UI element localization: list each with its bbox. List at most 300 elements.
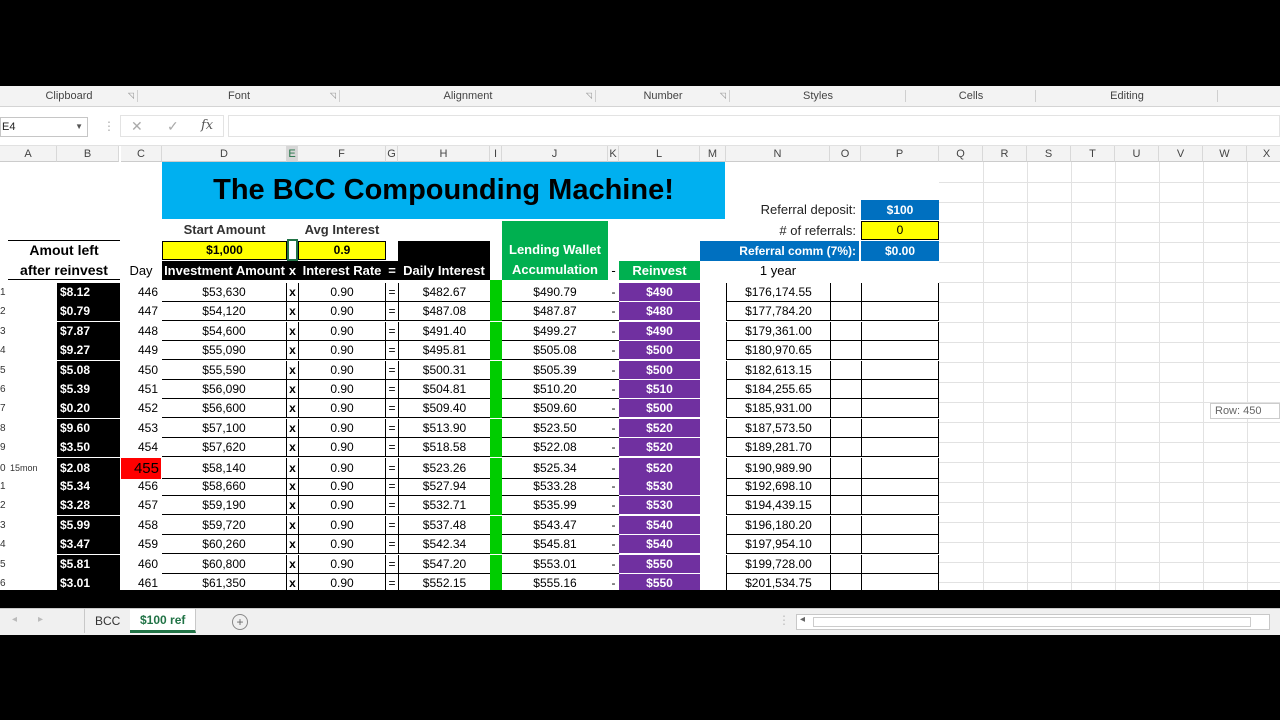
investment-cell[interactable]: $60,260 (162, 535, 287, 554)
column-header-c[interactable]: C (121, 146, 162, 162)
interest-rate-cell[interactable]: 0.90 (298, 283, 386, 302)
equals-cell[interactable]: = (386, 399, 398, 418)
tab-bcc[interactable]: BCC (84, 609, 131, 633)
one-year-cell[interactable]: $184,255.65 (726, 380, 830, 399)
interest-rate-header[interactable]: Interest Rate (298, 261, 386, 280)
daily-interest-cell[interactable]: $500.31 (398, 361, 490, 380)
empty-cell-p[interactable] (861, 361, 939, 380)
one-year-cell[interactable]: $189,281.70 (726, 438, 830, 457)
multiply-cell[interactable]: x (287, 419, 298, 438)
formula-input[interactable] (228, 115, 1280, 137)
column-header-b[interactable]: B (57, 146, 119, 162)
row-number[interactable]: 5 (0, 365, 6, 376)
column-header-f[interactable]: F (298, 146, 386, 162)
empty-cell-p[interactable] (861, 574, 939, 590)
daily-interest-cell[interactable]: $523.26 (398, 458, 490, 479)
one-year-cell[interactable]: $196,180.20 (726, 516, 830, 535)
empty-cell-p[interactable] (861, 516, 939, 535)
daily-interest-cell[interactable]: $552.15 (398, 574, 490, 590)
multiply-cell[interactable]: x (287, 399, 298, 418)
day-cell[interactable]: 449 (137, 343, 158, 357)
daily-interest-cell[interactable]: $527.94 (398, 477, 490, 496)
equals-cell[interactable]: = (386, 302, 398, 321)
day-cell[interactable]: 451 (137, 382, 158, 396)
accumulation-cell[interactable]: $543.47 (502, 516, 608, 535)
add-sheet-icon[interactable]: + (232, 614, 248, 630)
minus-cell[interactable]: - (608, 322, 619, 341)
investment-cell[interactable]: $55,090 (162, 341, 287, 360)
amout-left-cell[interactable]: $3.47 (57, 535, 120, 554)
empty-cell-p[interactable] (861, 555, 939, 574)
minus-cell[interactable]: - (608, 399, 619, 418)
empty-cell-o[interactable] (830, 516, 861, 535)
day-cell[interactable]: 461 (137, 576, 158, 590)
start-amount-value[interactable]: $1,000 (162, 241, 287, 260)
reinvest-cell[interactable]: $530 (619, 477, 700, 496)
ribbon-group-alignment[interactable] (340, 86, 596, 106)
one-year-header[interactable]: 1 year (759, 263, 797, 278)
amout-left-cell[interactable]: $9.27 (57, 341, 120, 360)
enter-icon[interactable]: ✓ (167, 118, 179, 134)
green-divider-cell[interactable] (490, 302, 502, 321)
daily-interest-cell[interactable]: $547.20 (398, 555, 490, 574)
one-year-cell[interactable]: $182,613.15 (726, 361, 830, 380)
amout-left-cell[interactable]: $2.08 (57, 458, 120, 479)
row-number[interactable]: 0 (0, 463, 6, 474)
referral-comm-value[interactable]: $0.00 (861, 241, 939, 261)
daily-interest-header[interactable]: Daily Interest (398, 261, 490, 280)
day-cell[interactable]: 450 (137, 363, 158, 377)
reinvest-cell[interactable]: $550 (619, 555, 700, 574)
one-year-cell[interactable]: $190,989.90 (726, 458, 830, 479)
multiply-cell[interactable]: x (287, 380, 298, 399)
daily-interest-cell[interactable]: $482.67 (398, 283, 490, 302)
interest-rate-cell[interactable]: 0.90 (298, 399, 386, 418)
accumulation-cell[interactable]: $510.20 (502, 380, 608, 399)
row-number[interactable]: 2 (0, 500, 6, 511)
amout-left-cell[interactable]: $0.20 (57, 399, 120, 418)
multiply-cell[interactable]: x (287, 322, 298, 341)
minus-cell[interactable]: - (608, 496, 619, 515)
amout-left-cell[interactable]: $5.39 (57, 380, 120, 399)
empty-cell-o[interactable] (830, 399, 861, 418)
minus-cell[interactable]: - (608, 458, 619, 479)
investment-cell[interactable]: $61,350 (162, 574, 287, 590)
green-divider-cell[interactable] (490, 283, 502, 302)
amout-left-cell[interactable]: $5.08 (57, 361, 120, 380)
day-cell[interactable]: 459 (137, 537, 158, 551)
multiply-header[interactable]: x (288, 263, 297, 278)
column-header-u[interactable]: U (1115, 146, 1159, 162)
investment-cell[interactable]: $59,720 (162, 516, 287, 535)
referral-deposit-label[interactable]: Referral deposit: (760, 202, 856, 217)
reinvest-cell[interactable]: $520 (619, 419, 700, 438)
green-divider-cell[interactable] (490, 458, 502, 479)
amout-left-cell[interactable]: $5.34 (57, 477, 120, 496)
amout-left-cell[interactable]: $0.79 (57, 302, 120, 321)
equals-cell[interactable]: = (386, 458, 398, 479)
investment-cell[interactable]: $58,660 (162, 477, 287, 496)
amout-left-cell[interactable]: $7.87 (57, 322, 120, 341)
column-header-v[interactable]: V (1159, 146, 1203, 162)
accumulation-cell[interactable]: $525.34 (502, 458, 608, 479)
investment-cell[interactable]: $57,620 (162, 438, 287, 457)
multiply-cell[interactable]: x (287, 555, 298, 574)
formula-bar-splitter-icon[interactable]: ⋮ (103, 119, 115, 133)
green-divider-cell[interactable] (490, 341, 502, 360)
referral-comm-label[interactable]: Referral comm (7%): (700, 241, 859, 261)
ribbon-group-font[interactable] (138, 86, 340, 106)
multiply-cell[interactable]: x (287, 574, 298, 590)
amout-left-cell[interactable]: $8.12 (57, 283, 120, 302)
empty-cell-o[interactable] (830, 496, 861, 515)
interest-rate-cell[interactable]: 0.90 (298, 535, 386, 554)
equals-cell[interactable]: = (386, 283, 398, 302)
reinvest-cell[interactable]: $510 (619, 380, 700, 399)
reinvest-cell[interactable]: $480 (619, 302, 700, 321)
dialog-launcher-icon[interactable]: ◹ (127, 91, 134, 100)
green-divider-cell[interactable] (490, 496, 502, 515)
ribbon-group-styles[interactable] (730, 86, 906, 106)
column-header-n[interactable]: N (726, 146, 830, 162)
investment-cell[interactable]: $60,800 (162, 555, 287, 574)
accumulation-cell[interactable]: $553.01 (502, 555, 608, 574)
empty-cell-p[interactable] (861, 535, 939, 554)
column-header-i[interactable]: I (490, 146, 502, 162)
one-year-cell[interactable]: $177,784.20 (726, 302, 830, 321)
daily-interest-cell[interactable]: $491.40 (398, 322, 490, 341)
column-header-g[interactable]: G (386, 146, 398, 162)
investment-cell[interactable]: $57,100 (162, 419, 287, 438)
reinvest-cell[interactable]: $540 (619, 535, 700, 554)
multiply-cell[interactable]: x (287, 283, 298, 302)
empty-cell-o[interactable] (830, 361, 861, 380)
green-divider-cell[interactable] (490, 419, 502, 438)
row-number[interactable]: 3 (0, 326, 6, 337)
multiply-cell[interactable]: x (287, 516, 298, 535)
daily-interest-cell[interactable]: $487.08 (398, 302, 490, 321)
row-number[interactable]: 9 (0, 442, 6, 453)
day-cell[interactable]: 458 (137, 518, 158, 532)
minus-cell[interactable]: - (608, 477, 619, 496)
minus-cell[interactable]: - (608, 555, 619, 574)
insert-function-icon[interactable]: fx (201, 118, 214, 133)
reinvest-cell[interactable]: $520 (619, 438, 700, 457)
amout-left-header[interactable] (8, 240, 120, 280)
accumulation-cell[interactable]: $499.27 (502, 322, 608, 341)
accumulation-cell[interactable]: $509.60 (502, 399, 608, 418)
accumulation-cell[interactable]: $490.79 (502, 283, 608, 302)
interest-rate-cell[interactable]: 0.90 (298, 380, 386, 399)
reinvest-cell[interactable]: $490 (619, 322, 700, 341)
empty-cell-o[interactable] (830, 458, 861, 479)
daily-interest-cell[interactable]: $504.81 (398, 380, 490, 399)
green-divider-cell[interactable] (490, 535, 502, 554)
amout-left-cell[interactable]: $5.99 (57, 516, 120, 535)
green-divider-cell[interactable] (490, 477, 502, 496)
day-cell[interactable]: 453 (137, 421, 158, 435)
empty-cell-o[interactable] (830, 535, 861, 554)
multiply-cell[interactable]: x (287, 302, 298, 321)
interest-rate-cell[interactable]: 0.90 (298, 341, 386, 360)
horizontal-scrollbar[interactable] (796, 614, 1270, 630)
equals-cell[interactable]: = (386, 477, 398, 496)
sheet-title[interactable]: The BCC Compounding Machine! (162, 162, 725, 219)
minus-cell[interactable]: - (608, 419, 619, 438)
scroll-right-icon[interactable]: ▸ (38, 614, 44, 625)
investment-cell[interactable]: $54,120 (162, 302, 287, 321)
amout-left-cell[interactable]: $3.28 (57, 496, 120, 515)
daily-interest-cell[interactable]: $513.90 (398, 419, 490, 438)
empty-cell-p[interactable] (861, 322, 939, 341)
column-header-h[interactable]: H (398, 146, 490, 162)
minus-cell[interactable]: - (608, 516, 619, 535)
multiply-cell[interactable]: x (287, 535, 298, 554)
equals-cell[interactable]: = (386, 361, 398, 380)
interest-rate-cell[interactable]: 0.90 (298, 496, 386, 515)
empty-cell-o[interactable] (830, 302, 861, 321)
amout-left-cell[interactable]: $9.60 (57, 419, 120, 438)
interest-rate-cell[interactable]: 0.90 (298, 322, 386, 341)
day-cell[interactable]: 456 (137, 479, 158, 493)
empty-cell-o[interactable] (830, 477, 861, 496)
row-number[interactable]: 6 (0, 578, 6, 589)
accumulation-cell[interactable]: $505.39 (502, 361, 608, 380)
one-year-cell[interactable]: $185,931.00 (726, 399, 830, 418)
reinvest-cell[interactable]: $500 (619, 361, 700, 380)
empty-cell-o[interactable] (830, 574, 861, 590)
empty-cell-p[interactable] (861, 302, 939, 321)
dialog-launcher-icon[interactable]: ◹ (585, 91, 592, 100)
scroll-left-arrow-icon[interactable]: ◂ (800, 614, 806, 625)
cancel-icon[interactable]: ✕ (131, 118, 143, 134)
row-number[interactable]: 4 (0, 539, 6, 550)
minus-cell[interactable]: - (608, 302, 619, 321)
reinvest-cell[interactable]: $490 (619, 283, 700, 302)
avg-interest-value[interactable]: 0.9 (298, 241, 386, 260)
minus-cell[interactable]: - (608, 535, 619, 554)
green-divider-cell[interactable] (490, 322, 502, 341)
daily-interest-cell[interactable]: $518.58 (398, 438, 490, 457)
empty-cell-o[interactable] (830, 341, 861, 360)
one-year-cell[interactable]: $199,728.00 (726, 555, 830, 574)
accumulation-cell[interactable]: $533.28 (502, 477, 608, 496)
equals-cell[interactable]: = (386, 555, 398, 574)
investment-cell[interactable]: $59,190 (162, 496, 287, 515)
column-header-a[interactable]: A (0, 146, 57, 162)
amout-left-cell[interactable]: $3.01 (57, 574, 120, 590)
reinvest-cell[interactable]: $500 (619, 341, 700, 360)
row-number[interactable]: 7 (0, 403, 6, 414)
empty-cell-p[interactable] (861, 380, 939, 399)
reinvest-cell[interactable]: $520 (619, 458, 700, 479)
reinvest-header[interactable]: Reinvest (619, 261, 700, 280)
name-box[interactable] (0, 117, 88, 137)
day-cell[interactable]: 454 (137, 440, 158, 454)
empty-cell-o[interactable] (830, 322, 861, 341)
empty-cell-o[interactable] (830, 419, 861, 438)
equals-cell[interactable]: = (386, 322, 398, 341)
interest-rate-cell[interactable]: 0.90 (298, 419, 386, 438)
amout-left-cell[interactable]: $3.50 (57, 438, 120, 457)
equals-cell[interactable]: = (386, 419, 398, 438)
green-divider-cell[interactable] (490, 399, 502, 418)
empty-cell-p[interactable] (861, 438, 939, 457)
green-divider-cell[interactable] (490, 361, 502, 380)
column-header-r[interactable]: R (983, 146, 1027, 162)
accumulation-cell[interactable]: $505.08 (502, 341, 608, 360)
reinvest-cell[interactable]: $550 (619, 574, 700, 590)
day-cell[interactable]: 448 (137, 324, 158, 338)
spreadsheet-grid[interactable] (0, 146, 1280, 590)
one-year-cell[interactable]: $180,970.65 (726, 341, 830, 360)
multiply-cell[interactable]: x (287, 361, 298, 380)
row-number[interactable]: 6 (0, 384, 6, 395)
accumulation-cell[interactable]: $555.16 (502, 574, 608, 590)
green-divider-cell[interactable] (490, 380, 502, 399)
column-header-l[interactable]: L (619, 146, 700, 162)
row-number[interactable]: 3 (0, 520, 6, 531)
row-number[interactable]: 8 (0, 423, 6, 434)
scrollbar-thumb[interactable] (813, 617, 1251, 627)
column-header-e[interactable]: E (287, 146, 298, 162)
empty-cell-p[interactable] (861, 399, 939, 418)
daily-interest-cell[interactable]: $542.34 (398, 535, 490, 554)
ribbon-group-editing[interactable] (1036, 86, 1218, 106)
daily-interest-cell[interactable]: $495.81 (398, 341, 490, 360)
num-referrals-value[interactable]: 0 (861, 221, 939, 240)
empty-cell-p[interactable] (861, 477, 939, 496)
selected-cell-e4[interactable] (287, 239, 298, 261)
accumulation-cell[interactable]: $535.99 (502, 496, 608, 515)
column-header-s[interactable]: S (1027, 146, 1071, 162)
accumulation-cell[interactable]: $523.50 (502, 419, 608, 438)
amout-left-cell[interactable]: $5.81 (57, 555, 120, 574)
equals-cell[interactable]: = (386, 438, 398, 457)
column-header-d[interactable]: D (162, 146, 287, 162)
equals-cell[interactable]: = (386, 341, 398, 360)
equals-cell[interactable]: = (386, 574, 398, 590)
empty-cell-o[interactable] (830, 438, 861, 457)
reinvest-cell[interactable]: $530 (619, 496, 700, 515)
minus-cell[interactable]: - (608, 361, 619, 380)
dialog-launcher-icon[interactable]: ◹ (719, 91, 726, 100)
day-cell[interactable]: 447 (137, 304, 158, 318)
investment-cell[interactable]: $58,140 (162, 458, 287, 479)
interest-rate-cell[interactable]: 0.90 (298, 361, 386, 380)
interest-rate-cell[interactable]: 0.90 (298, 477, 386, 496)
column-header-t[interactable]: T (1071, 146, 1115, 162)
column-header-p[interactable]: P (861, 146, 939, 162)
interest-rate-cell[interactable]: 0.90 (298, 516, 386, 535)
daily-interest-cell[interactable]: $537.48 (398, 516, 490, 535)
multiply-cell[interactable]: x (287, 341, 298, 360)
ribbon-group-number[interactable] (596, 86, 730, 106)
one-year-cell[interactable]: $194,439.15 (726, 496, 830, 515)
investment-cell[interactable]: $55,590 (162, 361, 287, 380)
minus-cell[interactable]: - (608, 341, 619, 360)
day-cell[interactable]: 460 (137, 557, 158, 571)
daily-interest-cell[interactable]: $532.71 (398, 496, 490, 515)
day-cell[interactable]: 452 (137, 401, 158, 415)
empty-cell-p[interactable] (861, 496, 939, 515)
green-divider-cell[interactable] (490, 555, 502, 574)
empty-cell-p[interactable] (861, 419, 939, 438)
column-header-x[interactable]: X (1247, 146, 1280, 162)
start-amount-label[interactable]: Start Amount (183, 222, 266, 237)
one-year-cell[interactable]: $192,698.10 (726, 477, 830, 496)
day-cell[interactable]: 457 (137, 498, 158, 512)
minus-cell[interactable]: - (608, 438, 619, 457)
interest-rate-cell[interactable]: 0.90 (298, 438, 386, 457)
day-cell[interactable]: 446 (137, 285, 158, 299)
empty-cell-p[interactable] (861, 283, 939, 302)
investment-cell[interactable]: $56,090 (162, 380, 287, 399)
row-number[interactable]: 5 (0, 559, 6, 570)
interest-rate-cell[interactable]: 0.90 (298, 574, 386, 590)
column-header-o[interactable]: O (830, 146, 861, 162)
accumulation-cell[interactable]: $522.08 (502, 438, 608, 457)
equals-header[interactable]: = (386, 261, 398, 280)
green-divider-cell[interactable] (490, 438, 502, 457)
multiply-cell[interactable]: x (287, 458, 298, 479)
multiply-cell[interactable]: x (287, 477, 298, 496)
referral-deposit-value[interactable]: $100 (861, 200, 939, 220)
empty-cell-o[interactable] (830, 555, 861, 574)
green-divider-cell[interactable] (490, 516, 502, 535)
green-divider-cell[interactable] (490, 574, 502, 590)
minus-cell[interactable]: - (608, 574, 619, 590)
empty-cell-p[interactable] (861, 458, 939, 479)
column-header-j[interactable]: J (502, 146, 608, 162)
interest-rate-cell[interactable]: 0.90 (298, 302, 386, 321)
reinvest-cell[interactable]: $500 (619, 399, 700, 418)
investment-cell[interactable]: $54,600 (162, 322, 287, 341)
investment-cell[interactable]: $53,630 (162, 283, 287, 302)
interest-rate-cell[interactable]: 0.90 (298, 458, 386, 479)
one-year-cell[interactable]: $179,361.00 (726, 322, 830, 341)
minus-cell[interactable]: - (608, 380, 619, 399)
chevron-down-icon[interactable]: ▼ (75, 122, 83, 131)
multiply-cell[interactable]: x (287, 496, 298, 515)
row-number[interactable]: 4 (0, 345, 6, 356)
tab-splitter-icon[interactable]: ⋮ (778, 613, 790, 627)
column-header-m[interactable]: M (700, 146, 726, 162)
accumulation-cell[interactable]: $545.81 (502, 535, 608, 554)
ribbon-group-cells[interactable] (906, 86, 1036, 106)
minus-header[interactable]: - (611, 263, 616, 278)
accumulation-cell[interactable]: $487.87 (502, 302, 608, 321)
scroll-left-icon[interactable]: ◂ (12, 614, 18, 625)
dialog-launcher-icon[interactable]: ◹ (329, 91, 336, 100)
daily-interest-cell[interactable]: $509.40 (398, 399, 490, 418)
one-year-cell[interactable]: $187,573.50 (726, 419, 830, 438)
equals-cell[interactable]: = (386, 496, 398, 515)
investment-amount-header[interactable]: Investment Amount (162, 261, 287, 280)
equals-cell[interactable]: = (386, 516, 398, 535)
one-year-cell[interactable]: $197,954.10 (726, 535, 830, 554)
one-year-cell[interactable]: $176,174.55 (726, 283, 830, 302)
empty-cell-o[interactable] (830, 283, 861, 302)
equals-cell[interactable]: = (386, 380, 398, 399)
column-header-w[interactable]: W (1203, 146, 1247, 162)
row-number[interactable]: 1 (0, 287, 6, 298)
investment-cell[interactable]: $56,600 (162, 399, 287, 418)
equals-cell[interactable]: = (386, 535, 398, 554)
one-year-cell[interactable]: $201,534.75 (726, 574, 830, 590)
empty-cell-p[interactable] (861, 341, 939, 360)
column-header-q[interactable]: Q (939, 146, 983, 162)
